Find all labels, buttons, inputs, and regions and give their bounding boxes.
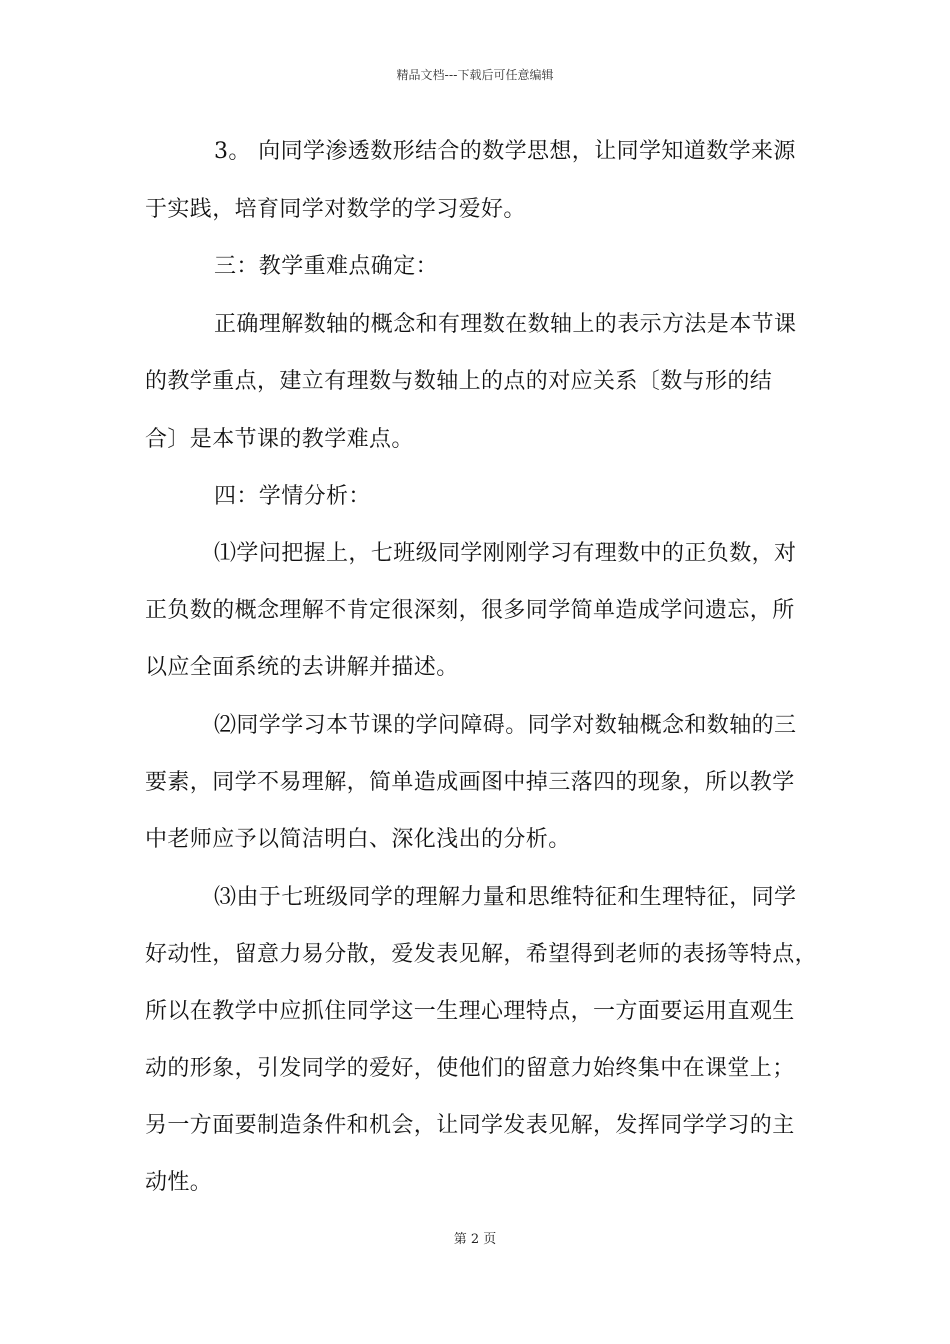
line-analysis-1a: ⑴学问把握上，七班级同学刚刚学习有理数中的正负数，对 <box>214 541 797 566</box>
line-analysis-2a: ⑵同学学习本节课的学问障碍。同学对数轴概念和数轴的三 <box>214 713 797 738</box>
page-header: 精品文档---下载后可任意编辑 <box>396 68 554 82</box>
line-analysis-3e: 另一方面要制造条件和机会，让同学发表见解，发挥同学学习的主 <box>145 1113 795 1138</box>
line-objective-3-cont: 于实践，培育同学对数学的学习爱好。 <box>145 197 526 222</box>
line-analysis-1b: 正负数的概念理解不肯定很深刻，很多同学简单造成学问遗忘，所 <box>145 598 795 623</box>
line-analysis-2b: 要素，同学不易理解，简单造成画图中掉三落四的现象，所以教学 <box>145 770 795 795</box>
line-analysis-1c: 以应全面系统的去讲解并描述。 <box>145 655 459 680</box>
line-objective-3: 3。 向同学渗透数形结合的数学思想，让同学知道数学来源 <box>214 139 796 164</box>
line-analysis-2c: 中老师应予以简洁明白、深化浅出的分析。 <box>145 827 571 852</box>
section-heading-student-analysis: 四：学情分析： <box>214 484 371 509</box>
section-heading-key-points: 三：教学重难点确定： <box>214 254 439 279</box>
line-analysis-3c: 所以在教学中应抓住同学这一生理心理特点，一方面要运用直观生 <box>145 999 795 1024</box>
line-key-points-1: 正确理解数轴的概念和有理数在数轴上的表示方法是本节课 <box>214 312 797 337</box>
page-number: 第 2 页 <box>453 1232 497 1247</box>
line-analysis-3a: ⑶由于七班级同学的理解力量和思维特征和生理特征，同学 <box>214 885 797 910</box>
line-analysis-3d: 动的形象，引发同学的爱好，使他们的留意力始终集中在课堂上； <box>145 1056 795 1081</box>
line-key-points-2: 的教学重点，建立有理数与数轴上的点的对应关系〔数与形的结 <box>145 369 773 394</box>
line-analysis-3b: 好动性，留意力易分散，爱发表见解，希望得到老师的表扬等特点， <box>145 942 818 967</box>
line-analysis-3f: 动性。 <box>145 1170 213 1195</box>
line-key-points-3: 合〕是本节课的教学难点。 <box>145 427 414 452</box>
